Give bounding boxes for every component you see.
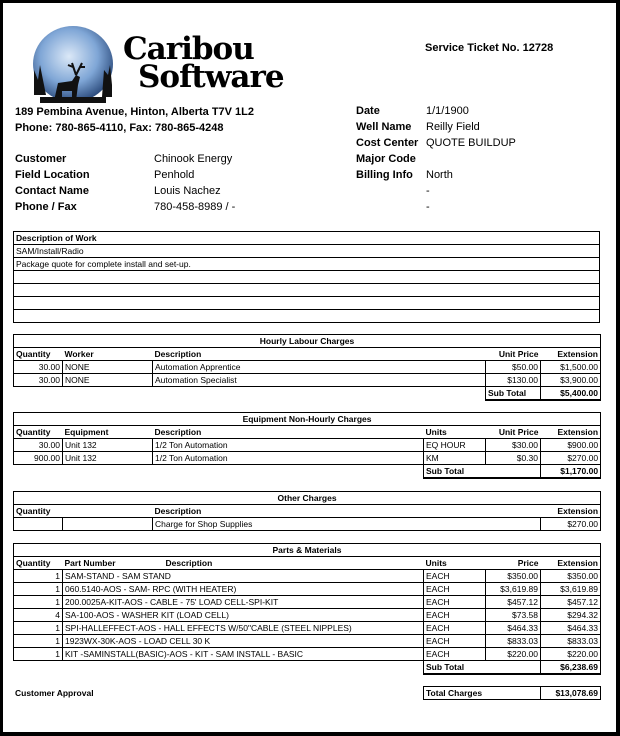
company-name-line2: Software [138, 59, 284, 95]
work-title-row [14, 232, 600, 245]
table-cell: EACH [424, 648, 486, 661]
table-cell: $50.00 [486, 361, 541, 374]
table-cell: KIT -SAMINSTALL(BASIC)-AOS - KIT - SAM INSTALL - BASIC [63, 648, 424, 661]
column-header: Units [425, 558, 447, 568]
column-header: Extension [541, 505, 601, 518]
work-title: Description of Work [14, 232, 600, 245]
table-cell: $3,619.89 [486, 583, 541, 596]
table-row [14, 583, 601, 596]
table-cell: EACH [424, 596, 486, 609]
other-charges-table [13, 491, 601, 531]
work-line [14, 245, 600, 258]
table-cell: 200.0025A-KIT-AOS - CABLE - 75' LOAD CELL-SPI-KIT [63, 596, 424, 609]
table-cell: $457.12 [486, 596, 541, 609]
table-cell: 1/2 Ton Automation [153, 439, 424, 452]
column-header: Quantity [14, 348, 63, 361]
work-line [14, 310, 600, 323]
info-label: Contact Name [15, 185, 89, 197]
table-cell: 900.00 [14, 452, 63, 465]
work-line [14, 258, 600, 271]
company-logo [32, 25, 114, 103]
table-cell: EACH [424, 635, 486, 648]
info-row [15, 185, 275, 201]
info-value: Penhold [154, 169, 195, 181]
table-cell: Unit 132 [63, 439, 153, 452]
company-address: 189 Pembina Avenue, Hinton, Alberta T7V 1L2 [15, 106, 255, 118]
table-cell: $833.03 [486, 635, 541, 648]
parts-title: Parts & Materials [14, 544, 601, 557]
table-cell: SAM-STAND - SAM STAND [63, 570, 424, 583]
hourly-labour-table [13, 334, 601, 401]
equipment-title: Equipment Non-Hourly Charges [14, 413, 601, 426]
info-row [356, 137, 616, 153]
column-header: Quantity [14, 426, 63, 439]
info-value: North [426, 169, 453, 181]
info-value: 1/1/1900 [426, 105, 469, 117]
total-charges [423, 686, 601, 700]
info-value: QUOTE BUILDUP [426, 137, 516, 149]
column-header: Description [165, 558, 213, 568]
info-label: Customer [15, 153, 67, 165]
equipment-table [13, 412, 601, 479]
info-value: Chinook Energy [154, 153, 233, 165]
table-cell: SA-100-AOS - WASHER KIT (LOAD CELL) [63, 609, 424, 622]
table-row [14, 570, 601, 583]
table-cell: 1923WX-30K-AOS - LOAD CELL 30 K [63, 635, 424, 648]
column-header: Description [154, 349, 202, 359]
column-header: Unit Price [498, 427, 539, 437]
other-title: Other Charges [14, 492, 601, 505]
table-row [14, 635, 601, 648]
labour-title-row [14, 335, 601, 348]
table-cell: Automation Apprentice [153, 361, 486, 374]
column-header-part-description [63, 557, 424, 570]
table-row [14, 609, 601, 622]
table-cell: $3,900.00 [541, 374, 601, 387]
parts-header-row [14, 557, 601, 570]
table-cell: $464.33 [541, 622, 601, 635]
table-cell: $294.32 [541, 609, 601, 622]
table-cell: 1/2 Ton Automation [153, 452, 424, 465]
column-header: Part Number [64, 558, 116, 568]
work-line [14, 284, 600, 297]
column-header: Unit Price [498, 349, 539, 359]
customer-approval-label: Customer Approval [15, 688, 94, 698]
parts-subtotal-row [14, 661, 601, 675]
table-cell: Unit 132 [63, 452, 153, 465]
total-charges-label: Total Charges [424, 687, 541, 700]
service-ticket-number: Service Ticket No. 12728 [425, 42, 554, 54]
table-cell: EACH [424, 583, 486, 596]
table-cell: 1 [14, 596, 63, 609]
moon-caribou-logo-icon [32, 25, 114, 103]
spacer [14, 465, 424, 479]
table-cell: $900.00 [541, 439, 601, 452]
info-row [356, 169, 616, 185]
column-header: Price [517, 558, 539, 568]
table-row [14, 374, 601, 387]
table-cell: $73.58 [486, 609, 541, 622]
table-cell: 1 [14, 635, 63, 648]
table-row [14, 596, 601, 609]
company-name-line1: Caribou [123, 31, 254, 67]
info-row [15, 201, 275, 217]
subtotal-value: $1,170.00 [541, 465, 601, 479]
table-cell: 4 [14, 609, 63, 622]
table-cell: SPI-HALLEFFECT-AOS - HALL EFFECTS W/50"CABLE (STEEL NIPPLES) [63, 622, 424, 635]
table-cell: $220.00 [486, 648, 541, 661]
table-cell: EACH [424, 609, 486, 622]
table-cell: $220.00 [541, 648, 601, 661]
table-cell: 30.00 [14, 361, 63, 374]
equipment-header-row [14, 426, 601, 439]
equipment-title-row [14, 413, 601, 426]
work-line-text: Package quote for complete install and set-up. [14, 258, 600, 271]
info-label: Date [356, 105, 380, 117]
company-phone: Phone: 780-865-4110, Fax: 780-865-4248 [15, 122, 224, 134]
info-row [356, 201, 616, 217]
table-cell: Automation Specialist [153, 374, 486, 387]
parts-title-row [14, 544, 601, 557]
info-value: - [426, 201, 430, 213]
table-cell: 1 [14, 583, 63, 596]
subtotal-value: $5,400.00 [541, 387, 601, 401]
table-cell [14, 518, 63, 531]
parts-materials-table [13, 543, 601, 675]
table-cell: 30.00 [14, 439, 63, 452]
column-header: Worker [64, 349, 94, 359]
table-cell: $1,500.00 [541, 361, 601, 374]
table-cell: EACH [424, 622, 486, 635]
table-cell: NONE [63, 361, 153, 374]
table-cell: 1 [14, 622, 63, 635]
table-cell: EQ HOUR [424, 439, 486, 452]
equipment-subtotal-row [14, 465, 601, 479]
table-row [14, 648, 601, 661]
info-value: Reilly Field [426, 121, 480, 133]
labour-header-row [14, 348, 601, 361]
spacer [14, 387, 486, 401]
column-header: Units [425, 427, 447, 437]
total-charges-value: $13,078.69 [555, 688, 598, 698]
table-cell: $30.00 [486, 439, 541, 452]
table-cell: $833.03 [541, 635, 601, 648]
table-row [14, 439, 601, 452]
column-header: Extension [541, 426, 601, 439]
info-row [15, 169, 275, 185]
table-row [14, 452, 601, 465]
table-cell: Charge for Shop Supplies [153, 518, 541, 531]
info-label: Billing Info [356, 169, 413, 181]
work-line-text [14, 284, 600, 297]
table-cell [63, 518, 153, 531]
table-cell: EACH [424, 570, 486, 583]
column-header: Quantity [14, 557, 63, 570]
info-row [15, 153, 275, 169]
table-cell: 1 [14, 570, 63, 583]
column-header: Extension [541, 557, 601, 570]
subtotal-label: Sub Total [424, 465, 541, 479]
table-cell: $270.00 [541, 452, 601, 465]
service-ticket-page [3, 3, 616, 732]
info-value: - [426, 185, 430, 197]
info-row [356, 105, 616, 121]
info-label: Cost Center [356, 137, 419, 149]
column-header: Extension [541, 348, 601, 361]
table-cell: $457.12 [541, 596, 601, 609]
column-header: Equipment [64, 427, 109, 437]
work-line [14, 271, 600, 284]
description-of-work-table [13, 231, 600, 323]
table-cell: $464.33 [486, 622, 541, 635]
work-line-text [14, 271, 600, 284]
info-row [356, 185, 616, 201]
table-cell: 30.00 [14, 374, 63, 387]
table-cell: KM [424, 452, 486, 465]
table-cell: $130.00 [486, 374, 541, 387]
table-cell: 1 [14, 648, 63, 661]
info-value: Louis Nachez [154, 185, 221, 197]
table-row [14, 622, 601, 635]
labour-subtotal-row [14, 387, 601, 401]
info-label: Phone / Fax [15, 201, 77, 213]
table-row [14, 361, 601, 374]
work-line-text [14, 310, 600, 323]
table-cell: $350.00 [486, 570, 541, 583]
other-title-row [14, 492, 601, 505]
table-row [14, 518, 601, 531]
info-row [356, 121, 616, 137]
work-line-text [14, 297, 600, 310]
spacer [14, 661, 424, 675]
table-cell: $3,619.89 [541, 583, 601, 596]
table-cell: NONE [63, 374, 153, 387]
table-cell: $0.30 [486, 452, 541, 465]
column-header: Description [154, 506, 202, 516]
info-row [356, 153, 616, 169]
work-line-text: SAM/Install/Radio [14, 245, 600, 258]
info-label: Field Location [15, 169, 90, 181]
table-cell: 060.5140-AOS - SAM- RPC (WITH HEATER) [63, 583, 424, 596]
column-header: Description [154, 427, 202, 437]
table-cell: $350.00 [541, 570, 601, 583]
info-value: 780-458-8989 / - [154, 201, 236, 213]
subtotal-label: Sub Total [424, 661, 541, 675]
subtotal-label: Sub Total [486, 387, 541, 401]
table-cell: $270.00 [541, 518, 601, 531]
info-label: Well Name [356, 121, 412, 133]
info-label: Major Code [356, 153, 416, 165]
subtotal-value: $6,238.69 [541, 661, 601, 675]
work-line [14, 297, 600, 310]
other-header-row [14, 505, 601, 518]
column-header: Quantity [14, 505, 153, 518]
labour-title: Hourly Labour Charges [14, 335, 601, 348]
